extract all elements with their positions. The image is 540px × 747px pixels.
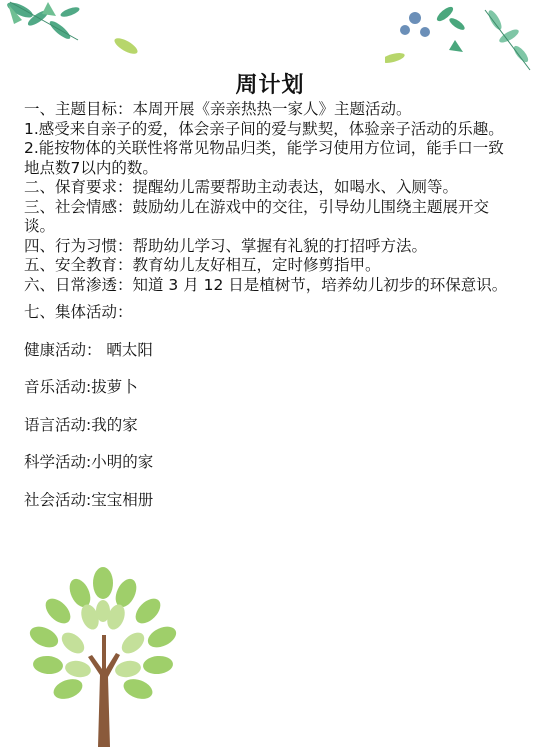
- tree-illustration-icon: [18, 565, 188, 747]
- activity-science: 科学活动:小明的家: [24, 453, 154, 471]
- document-body: [24, 100, 516, 510]
- daily-infiltration: 六、日常渗透：知道 3 月 12 日是植树节，培养幼儿初步的环保意识。: [24, 275, 508, 294]
- page-title: 周计划: [235, 73, 305, 98]
- activity-health: 健康活动： 晒太阳: [24, 340, 153, 359]
- goal-line: 一、主题目标：本周开展《亲亲热热一家人》主题活动。: [24, 100, 412, 118]
- social-emotion: 三、社会情感：鼓励幼儿在游戏中的交往，引导幼儿围绕主题展开交谈。: [24, 197, 490, 235]
- activity-music: 音乐活动:拔萝卜: [24, 378, 138, 396]
- goal-item-1: 1.感受来自亲子的爱，体会亲子间的爱与默契，体验亲子活动的乐趣。: [24, 119, 504, 138]
- section7-heading: 七、集体活动：: [24, 303, 133, 321]
- care-requirement: 二、保育要求：提醒幼儿需要帮助主动表达，如喝水、入厕等。: [24, 178, 459, 196]
- behavior-habit: 四、行为习惯：帮助幼儿学习、掌握有礼貌的打招呼方法。: [24, 236, 428, 255]
- activity-social: 社会活动:宝宝相册: [24, 490, 154, 509]
- leaf-decoration-icon: [0, 0, 150, 75]
- activity-language: 语言活动:我的家: [24, 415, 138, 434]
- safety-education: 五、安全教育：教育幼儿友好相互，定时修剪指甲。: [24, 256, 381, 274]
- goal-item-2: 2.能按物体的关联性将常见物品归类，能学习使用方位词，能手口一致地点数7以内的数。: [24, 139, 504, 177]
